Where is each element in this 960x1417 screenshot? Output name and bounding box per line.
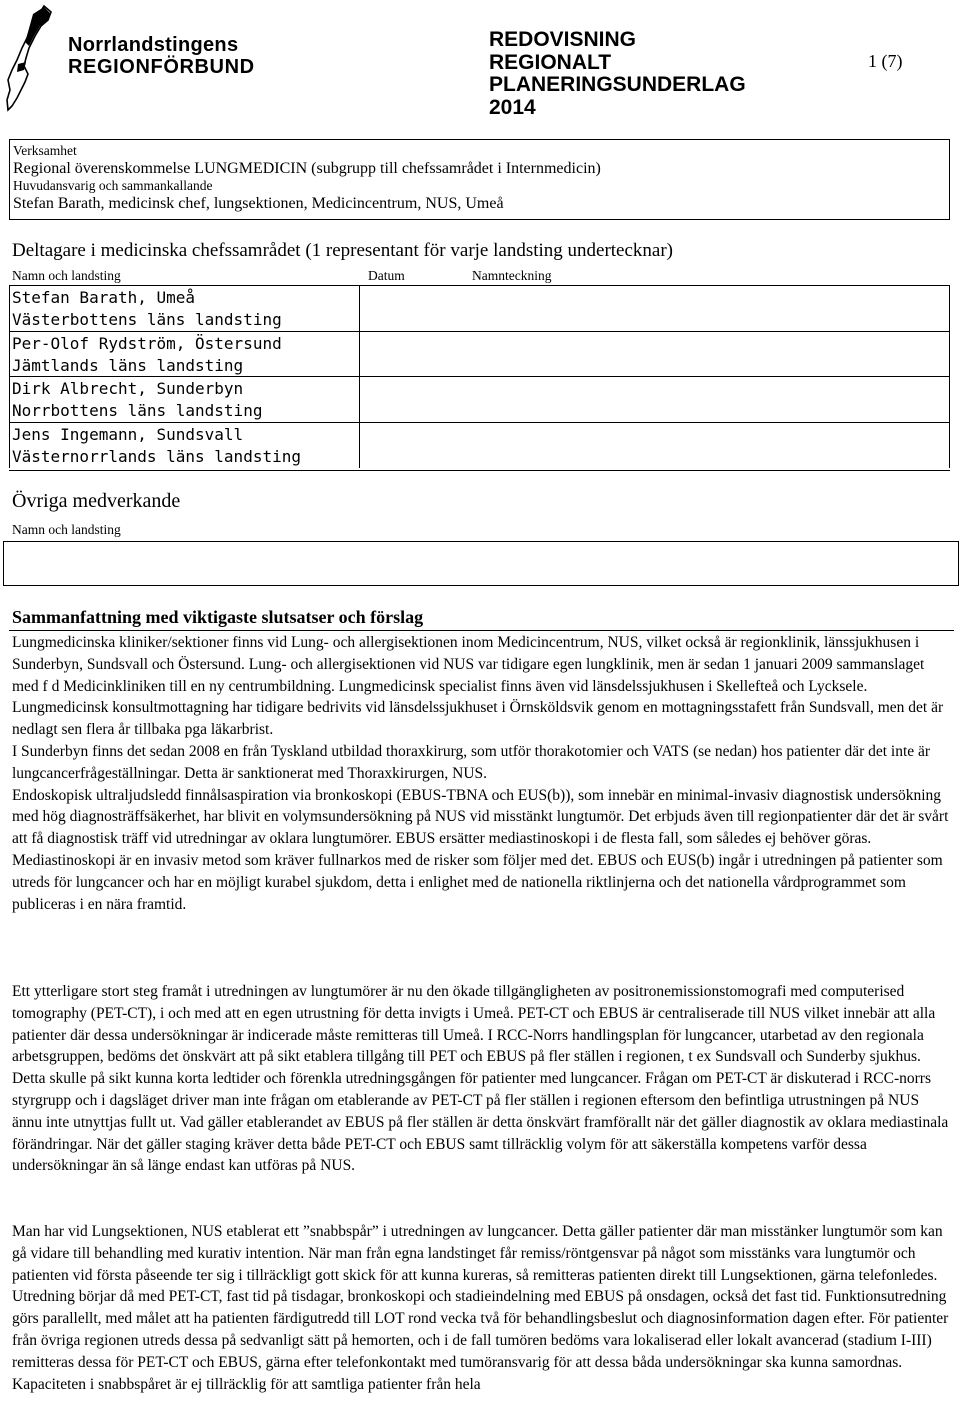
participant-county: Norrbottens läns landsting <box>12 401 263 420</box>
other-participants-heading: Övriga medverkande <box>12 490 181 512</box>
participant-row <box>9 286 950 332</box>
responsible-value: Stefan Barath, medicinsk chef, lungsektionen, Medicincentrum, NUS, Umeå <box>13 195 504 212</box>
participants-table <box>9 285 950 471</box>
participant-county: Jämtlands läns landsting <box>12 355 244 375</box>
participants-heading: Deltagare i medicinska chefssamrådet (1 representant för varje landsting undertecknar) <box>12 240 674 261</box>
summary-paragraph <box>12 981 950 1177</box>
verksamhet-box <box>9 139 950 220</box>
participant-cell <box>9 377 360 422</box>
document-title-line: REGIONALT <box>489 50 612 74</box>
signature-cell[interactable] <box>360 332 950 377</box>
participant-row <box>9 332 950 378</box>
participant-cell <box>9 286 360 331</box>
document-title-line: PLANERINGSUNDERLAG <box>489 73 746 96</box>
participant-county: Västernorrlands läns landsting <box>12 446 301 466</box>
participant-name: Per-Olof Rydström, Östersund <box>12 333 282 353</box>
document-title-line: REDOVISNING <box>489 28 637 51</box>
participant-name: Jens Ingemann, Sundsvall <box>12 424 244 444</box>
verksamhet-value: Regional överenskommelse LUNGMEDICIN (subgrupp till chefssamrådet i Internmedicin) <box>13 160 601 177</box>
participant-row <box>9 423 950 469</box>
summary-heading: Sammanfattning med viktigaste slutsatser och förslag <box>12 607 424 627</box>
document-title-line: 2014 <box>489 95 536 119</box>
summary-paragraph <box>12 632 950 915</box>
paragraph-text: I Sunderbyn finns det sedan 2008 en från Tyskland utbildad thoraxkirurg, som utför thorakotomier och VATS (se nedan) hos patienter där det inte är lungcancerfrågeställningar. Detta är sanktionerat med Thoraxkirurgen, NUS. <box>12 742 931 782</box>
participant-cell <box>9 332 360 377</box>
column-header-date: Datum <box>368 268 405 283</box>
other-participants-field[interactable] <box>3 541 959 586</box>
participant-county: Västerbottens läns landsting <box>12 310 282 329</box>
paragraph-text: Man har vid Lungsektionen, NUS etablerat ett ”snabbspår” i utredningen av lungcancer. Detta gäller patienter där man misstänker lungtumör som kan gå vidare till behandling med kurativ intention. När man från egna landstinget får remiss/röntgensvar på något som misstänks vara lungtumör och patienten vid första påseende ter sig i tillräckligt gott skick för att kunna kureras, så remitteras patienten direkt till Lungsektionen, gärna telefonledes. Utredning börjar då med PET-CT, fast tid på tisdagar, bronkoskopi och stadieindelning med EBUS på onsdagen, också det fast tid. Funktionsutredning görs parallellt, med målet att ha patienten färdigutredd till LOT rond vecka två för behandlingsbeslut och diagnosinformation dagen efter. För patienter från övriga regionen utreds dessa på sedvanligt sätt på hemorten, och i de fall tumören bedöms vara lokaliserad eller lokalt avancerad (stadium I-III) remitteras dessa för PET-CT och EBUS, gärna efter telefonkontakt med tumöransvarig för att dessa båda undersökningar ska kunna samordnas. Kapaciteten i snabbspåret är ej tillräcklig för att samtliga patienter från hela <box>12 1223 949 1393</box>
responsible-label: Huvudansvarig och sammankallande <box>13 178 213 193</box>
column-header-name: Namn och landsting <box>12 268 121 283</box>
sweden-map-icon <box>4 4 64 114</box>
summary-paragraph <box>12 1221 950 1395</box>
paragraph-text: Lungmedicinska kliniker/sektioner finns vid Lung- och allergisektionen inom Medicincentrum, NUS, vilket också är regionklinik, länssjukhusen i Sunderbyn, Sundsvall och Östersund. Lung- och allergisektionen vid NUS var tidigare egen lungklinik, men är sedan 1 januari 2009 sammanslaget med f d Medicinkliniken till en ny centrumbildning. Lungmedicinsk specialist finns även vid länsdelssjukhusen i Skellefteå och Lycksele. Lungmedicinsk konsultmottagning har tidigare bedrivits vid länsdelssjukhuset i Örnsköldsvik genom en mottagningsstafett från Sundsvall, men det är nedlagt sen flera år tillbaka pga läkarbrist. <box>12 634 944 739</box>
regionforbund-logo <box>4 4 304 114</box>
participant-name: Stefan Barath, Umeå <box>12 288 196 307</box>
participant-row <box>9 377 950 423</box>
logo-line-1: Norrlandstingens <box>68 34 239 56</box>
signature-cell[interactable] <box>360 423 950 469</box>
logo-line-2: REGIONFÖRBUND <box>68 56 255 78</box>
page-number: 1 (7) <box>868 51 903 71</box>
document-title <box>489 29 746 119</box>
participant-name: Dirk Albrecht, Sunderbyn <box>12 379 244 398</box>
other-participants-label: Namn och landsting <box>12 522 121 537</box>
summary-divider <box>9 630 954 631</box>
paragraph-text: Ett ytterligare stort steg framåt i utredningen av lungtumörer är nu den ökade tillgängligheten av positronemissionstomografi med computerised tomography (PET-CT), i och med att en egen utrustning för detta invigts i Umeå. PET-CT och EBUS är centraliserade till NUS vilket innebär att alla patienter där dessa undersökningar är indicerade måste remitteras till Umeå. I RCC-Norrs handlingsplan för lungcancer, utarbetad av den regionala arbetsgruppen, bedöms det önskvärt att på sikt etablera tillgång till PET och EBUS på fler ställen i regionen, t ex Sundsvall och Sunderby sjukhus. Detta skulle på sikt kunna korta ledtider och förenkla utredningsgången för patienter med lungcancer. Frågan om PET-CT är diskuterad i RCC-norrs styrgrupp och i dagsläget driver man inte frågan om etablerande av PET-CT på fler ställen i regionen eftersom den befintliga utrustningen på NUS ännu inte utnyttjas fullt ut. Vad gäller etablerandet av EBUS på fler ställen är detta önskvärt framförallt när det gäller diagnostik av oklara mediastinala förändringar. När det gäller staging kräver detta både PET-CT och EBUS samt tillräcklig volym för att säkerställa kompetens varför dessa undersökningar än så länge endast kan utföras på NUS. <box>12 983 949 1175</box>
participant-cell <box>9 423 360 469</box>
verksamhet-label: Verksamhet <box>13 143 77 158</box>
column-header-signature: Namnteckning <box>472 268 552 283</box>
paragraph-text: Endoskopisk ultraljudsledd finnålsaspiration via bronkoskopi (EBUS-TBNA och EUS(b)), som innebär en minimal-invasiv diagnostisk undersökning med hög diagnosträffsäkerhet, har blivit en volymsundersökning på NUS vid misstänkt lungtumör. Det erbjuds även till regionpatienter där det är svårt att få diagnostisk träff vid utredningar av oklara lungtumörer. EBUS ersätter mediastinoskopi i de flesta fall, som således ej behöver göras. Mediastinoskopi är en invasiv metod som kräver fullnarkos med de risker som följer med det. EBUS och EUS(b) ingår i utredningen på patienter som utreds för lungcancer och har en möjligt kurabel sjukdom, detta i enlighet med de nationella riktlinjerna och det nationella vårdprogrammet som publiceras i en nära framtid. <box>12 786 949 913</box>
signature-cell[interactable] <box>360 377 950 422</box>
signature-cell[interactable] <box>360 286 950 331</box>
